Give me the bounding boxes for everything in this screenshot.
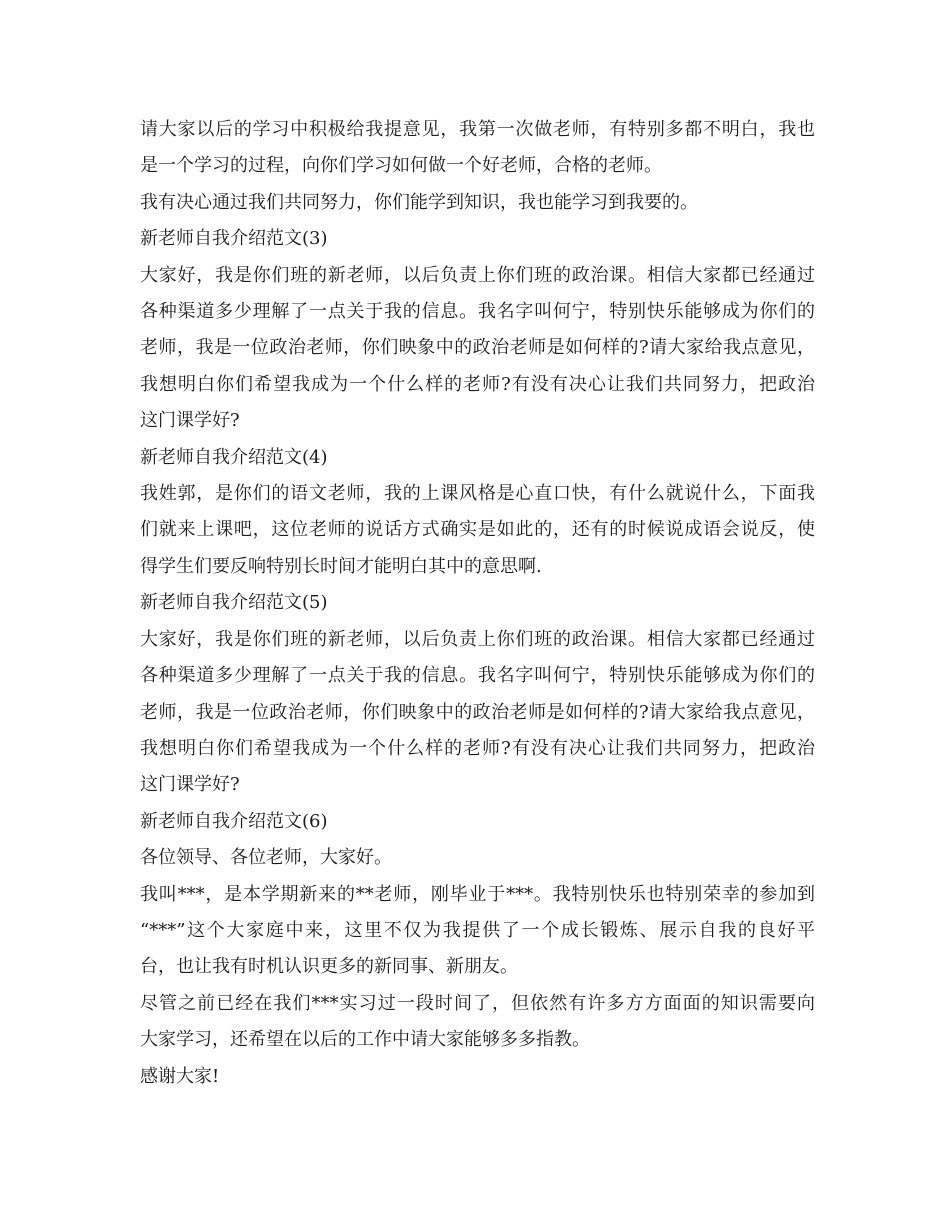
text-line: 我想明白你们希望我成为一个什么样的老师?有没有决心让我们共同努力，把政治 (140, 373, 815, 395)
text-line: 我有决心通过我们共同努力，你们能学到知识，我也能学习到我要的。 (140, 191, 698, 213)
paragraph (140, 112, 815, 185)
text-line: 大家学习，还希望在以后的工作中请大家能够多多指教。 (140, 1029, 590, 1051)
text-line: 这门课学好? (140, 774, 240, 796)
text-line: 各种渠道多少理解了一点关于我的信息。我名字叫何宁，特别快乐能够成为你们的 (140, 301, 815, 323)
text-line: 老师，我是一位政治老师，你们映象中的政治老师是如何样的?请大家给我点意见， (140, 337, 815, 359)
text-line: 我想明白你们希望我成为一个什么样的老师?有没有决心让我们共同努力，把政治 (140, 737, 815, 759)
text-line: 我叫***，是本学期新来的**老师，刚毕业于***。我特别快乐也特别荣幸的参加到 (140, 883, 815, 905)
text-line: “***”这个大家庭中来，这里不仅为我提供了一个成长锻炼、展示自我的良好平 (140, 919, 815, 941)
text-line: 各位领导、各位老师，大家好。 (140, 847, 392, 869)
text-line: 是一个学习的过程，向你们学习如何做一个好老师，合格的老师。 (140, 155, 662, 177)
text-line: 各种渠道多少理解了一点关于我的信息。我名字叫何宁，特别快乐能够成为你们的 (140, 665, 815, 687)
text-line: 们就来上课吧，这位老师的说话方式确实是如此的，还有的时候说成语会说反，使 (140, 519, 815, 541)
paragraph (140, 877, 815, 986)
section-heading (140, 221, 815, 257)
text-line: 大家好，我是你们班的新老师，以后负责上你们班的政治课。相信大家都已经通过 (140, 264, 815, 286)
paragraph (140, 258, 815, 440)
paragraph (140, 1059, 815, 1095)
paragraph (140, 840, 815, 876)
text-line: 请大家以后的学习中积极给我提意见，我第一次做老师，有特别多都不明白，我也 (140, 119, 815, 140)
section-heading (140, 804, 815, 840)
text-line: 我姓郭，是你们的语文老师，我的上课风格是心直口快，有什么就说什么，下面我 (140, 483, 815, 505)
text-line: 老师，我是一位政治老师，你们映象中的政治老师是如何样的?请大家给我点意见， (140, 701, 815, 723)
heading-text: 新老师自我介绍范文(4) (140, 446, 328, 468)
paragraph (140, 185, 815, 221)
text-line: 这门课学好? (140, 410, 240, 432)
text-line: 台，也让我有时机认识更多的新同事、新朋友。 (140, 956, 518, 978)
section-heading (140, 440, 815, 476)
text-line: 尽管之前已经在我们***实习过一段时间了，但依然有许多方方面面的知识需要向 (140, 992, 815, 1014)
heading-text: 新老师自我介绍范文(3) (140, 228, 328, 250)
text-line: 大家好，我是你们班的新老师，以后负责上你们班的政治课。相信大家都已经通过 (140, 628, 815, 650)
heading-text: 新老师自我介绍范文(5) (140, 592, 328, 614)
section-heading (140, 585, 815, 621)
paragraph (140, 476, 815, 585)
text-line: 得学生们要反响特别长时间才能明白其中的意思啊. (140, 555, 542, 577)
text-line: 感谢大家! (140, 1065, 220, 1087)
document-body (140, 112, 815, 1095)
paragraph (140, 986, 815, 1059)
heading-text: 新老师自我介绍范文(6) (140, 810, 328, 832)
paragraph (140, 622, 815, 804)
